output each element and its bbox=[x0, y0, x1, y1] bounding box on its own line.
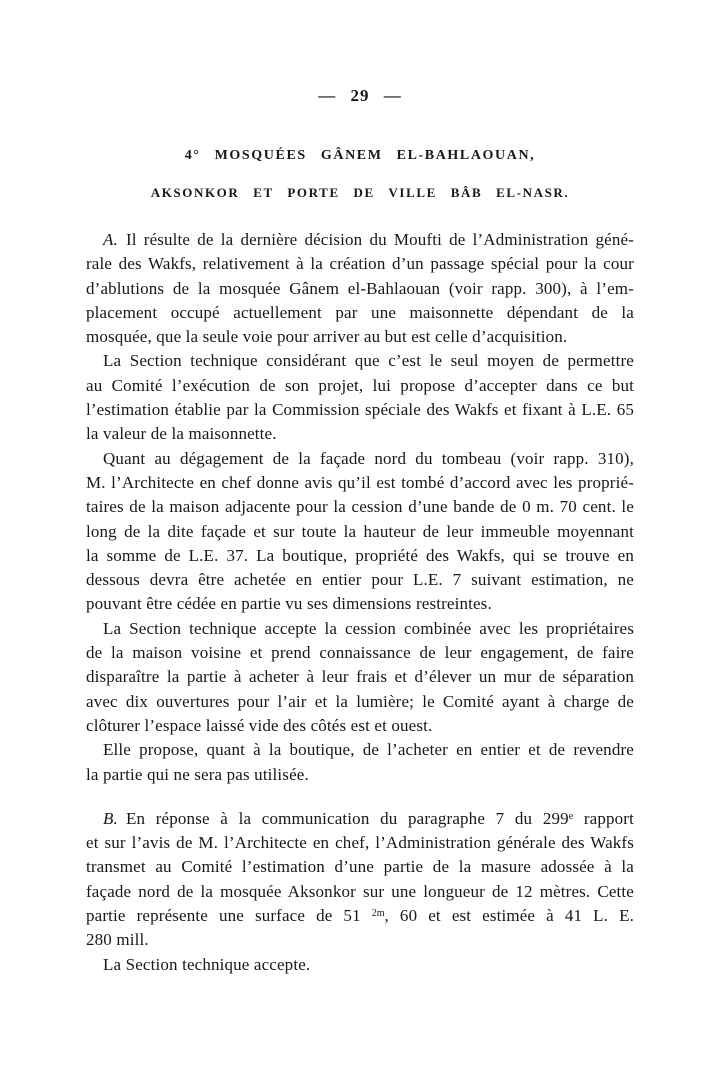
text-line: de la maison voisine et prend connaissance de leur engagement, de faire bbox=[86, 643, 634, 663]
text-line: M. l’Architecte en chef donne avis qu’il est tombé d’accord avec les proprié- bbox=[86, 472, 634, 492]
text-line: B. En réponse à la communication du paragraphe 7 du 299e rapport bbox=[103, 808, 634, 828]
text-line: la somme de L.E. 37. La boutique, propriété des Wakfs, qui se trouve en bbox=[86, 545, 634, 565]
text-line: 280 mill. bbox=[86, 930, 149, 950]
text-line: partie représente une surface de 51 $^{2m}$, 60 et est estimée à 41 L. E. bbox=[86, 906, 635, 926]
section-title-line-1: 4° MOSQUÉES GÂNEM EL-BAHLAOUAN, bbox=[184, 148, 536, 163]
text-line: rale des Wakfs, relativement à la création d’un passage spécial pour la cour bbox=[86, 254, 634, 274]
paragraph bbox=[86, 228, 634, 349]
text-line: et sur l’avis de M. l’Architecte en chef, l’Administration générale des Wakfs bbox=[86, 833, 634, 853]
text-line: placement occupé actuellement par une maisonnette dépendant de la bbox=[86, 302, 634, 322]
paragraph bbox=[86, 953, 634, 977]
text-line: transmet au Comité l’estimation d’une partie de la masure adossée à la bbox=[86, 857, 634, 877]
text-line: l’estimation établie par la Commission spéciale des Wakfs et fixant à L.E. 65 bbox=[86, 400, 634, 420]
text-line: La Section technique accepte la cession combinée avec les propriétaires bbox=[103, 618, 634, 638]
text-line: disparaître la partie à acheter à leur frais et d’élever un mur de séparation bbox=[86, 667, 634, 687]
text-line: Quant au dégagement de la façade nord du tombeau (voir rapp. 310), bbox=[103, 448, 634, 468]
paragraph bbox=[86, 349, 634, 446]
text-line: Elle propose, quant à la boutique, de l’acheter en entier et de revendre bbox=[103, 740, 634, 760]
paragraph-lead-letter: A. bbox=[103, 230, 118, 249]
text-line: A. Il résulte de la dernière décision du Moufti de l’Administration géné- bbox=[103, 230, 634, 249]
paragraph bbox=[86, 738, 634, 787]
text-line: taires de la maison adjacente pour la cession d’une bande de 0 m. 70 cent. le bbox=[86, 497, 634, 517]
superscript: 2m bbox=[371, 908, 385, 920]
text-line: mosquée, que la seule voie pour arriver au but est celle d’acquisition. bbox=[86, 327, 568, 347]
text-line: la valeur de la maisonnette. bbox=[86, 424, 277, 444]
text-line: avec dix ouvertures pour l’air et la lumière; le Comité ayant à charge de bbox=[86, 691, 634, 711]
section-title-line-2: AKSONKOR ET PORTE DE VILLE BÂB EL-NASR. bbox=[150, 185, 570, 200]
paragraph-lead-letter: B. bbox=[103, 808, 118, 828]
text-line: long de la dite façade et sur toute la hauteur de leur immeuble moyennant bbox=[86, 521, 634, 541]
superscript: e bbox=[568, 810, 574, 822]
body-text bbox=[86, 228, 634, 977]
page-number: — 29 — bbox=[318, 86, 402, 105]
text-line: clôturer l’espace laissé vide des côtés est et ouest. bbox=[86, 715, 433, 735]
text-line: façade nord de la mosquée Aksonkor sur une longueur de 12 mètres. Cette bbox=[86, 881, 634, 901]
text-line: dessous devra être achetée en entier pour L.E. 7 suivant estimation, ne bbox=[86, 570, 634, 590]
paragraph bbox=[86, 447, 634, 617]
text-line: au Comité l’exécution de son projet, lui propose d’accepter dans ce but bbox=[86, 375, 634, 395]
text-line: La Section technique accepte. bbox=[103, 954, 311, 974]
paragraph bbox=[86, 807, 634, 953]
paragraph bbox=[86, 617, 634, 738]
text-line: pouvant être cédée en partie vu ses dimensions restreintes. bbox=[86, 594, 492, 614]
text-line: d’ablutions de la mosquée Gânem el-Bahlaouan (voir rapp. 300), à l’em- bbox=[86, 278, 634, 298]
text-line: la partie qui ne sera pas utilisée. bbox=[86, 764, 309, 784]
text-line: La Section technique considérant que c’est le seul moyen de permettre bbox=[103, 351, 634, 371]
